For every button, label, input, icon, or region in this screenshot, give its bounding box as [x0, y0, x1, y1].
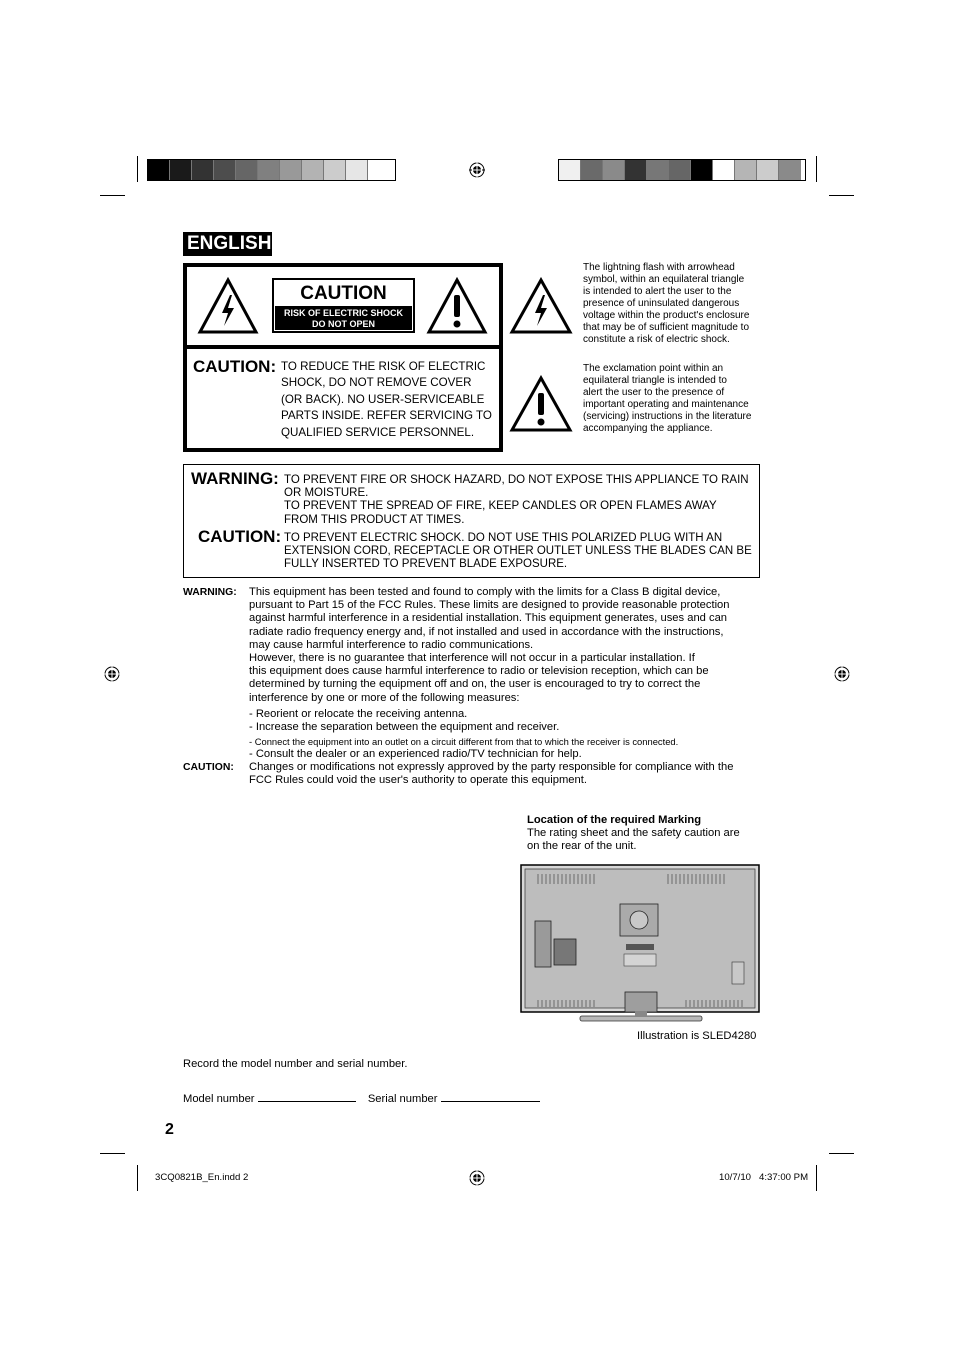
color-swatch — [713, 160, 735, 180]
caution-label — [272, 278, 415, 333]
record-fields — [183, 1091, 540, 1105]
marking-heading: Location of the required Marking — [527, 814, 702, 826]
fcc-line: this equipment does cause harmful interference to radio or television reception, which can be — [249, 665, 709, 678]
color-swatch — [346, 160, 368, 180]
warning-line: TO PREVENT FIRE OR SHOCK HAZARD, DO NOT EXPOSE THIS APPLIANCE TO RAIN — [284, 474, 749, 486]
lightning-symbol-note — [583, 262, 763, 346]
caution-box — [183, 263, 503, 452]
fcc-warning-text — [249, 586, 761, 705]
note-line: (servicing) instructions in the literature — [583, 411, 752, 422]
exclamation-symbol-note — [583, 363, 763, 435]
crop-mark — [816, 156, 817, 182]
color-swatch — [368, 160, 390, 180]
lightning-warning-icon — [509, 277, 573, 335]
tv-rear-illustration — [520, 864, 760, 1026]
serial-number-field[interactable] — [441, 1091, 540, 1102]
note-line: that may be of sufficient magnitude to — [583, 322, 750, 333]
fcc-line: However, there is no guarantee that interference will not occur in a particular installation. If — [249, 652, 695, 665]
color-swatch — [258, 160, 280, 180]
fcc-line: Changes or modifications not expressly approved by the party responsible for compliance with the — [249, 761, 734, 773]
crop-mark — [829, 1153, 854, 1154]
color-swatch — [280, 160, 302, 180]
fcc-caution-label: CAUTION: — [183, 762, 234, 773]
crop-mark — [829, 195, 854, 196]
caution-line: EXTENSION CORD, RECEPTACLE OR OTHER OUTLET UNLESS THE BLADES CAN BE — [284, 545, 752, 558]
caution-box-header — [187, 267, 499, 349]
note-line: symbol, within an equilateral triangle — [583, 274, 745, 285]
color-swatch — [214, 160, 236, 180]
warning-line: FROM THIS PRODUCT AT TIMES. — [284, 513, 465, 526]
color-swatch — [324, 160, 346, 180]
caution-heading: CAUTION: — [198, 527, 282, 546]
list-item: - Connect the equipment into an outlet on a circuit different from that to which the receiver is connected. — [249, 735, 679, 747]
color-swatch — [625, 160, 647, 180]
color-swatch — [559, 160, 581, 180]
registration-mark-icon — [469, 162, 485, 178]
fcc-line: radiate radio frequency energy and, if not installed and used in accordance with the instructions, — [249, 625, 724, 638]
color-swatch — [647, 160, 669, 180]
color-swatch — [603, 160, 625, 180]
note-line: important operating and maintenance — [583, 399, 749, 410]
marking-line: on the rear of the unit. — [527, 840, 637, 852]
fcc-line: This equipment has been tested and found to comply with the limits for a Class B digital device, — [249, 586, 721, 598]
crop-mark — [816, 1165, 817, 1191]
record-instruction: Record the model number and serial number. — [183, 1058, 408, 1070]
registration-mark-icon — [469, 1170, 485, 1186]
registration-mark-icon — [104, 666, 120, 682]
exclamation-warning-icon — [426, 277, 488, 335]
list-item: - Increase the separation between the equipment and receiver. — [249, 721, 560, 734]
caution-line: (OR BACK). NO USER-SERVICEABLE — [281, 392, 485, 406]
page-number: 2 — [165, 1121, 174, 1138]
crop-mark — [137, 1165, 138, 1191]
color-swatch — [236, 160, 258, 180]
slug-file: 3CQ0821B_En.indd 2 — [155, 1172, 249, 1183]
caution-heading: CAUTION: — [193, 357, 277, 376]
fcc-line: FCC Rules could void the user's authority to operate this equipment. — [249, 774, 587, 787]
warning-line: OR MOISTURE. — [284, 487, 369, 500]
crop-mark — [100, 1153, 125, 1154]
caution-label-title: CAUTION — [300, 283, 387, 304]
note-line: The exclamation point within an — [583, 363, 724, 374]
fcc-line: pursuant to Part 15 of the FCC Rules. These limits are designed to provide reasonable protection — [249, 599, 730, 612]
caution-line: TO PREVENT ELECTRIC SHOCK. DO NOT USE THIS POLARIZED PLUG WITH AN — [284, 532, 723, 544]
caution-line: SHOCK, DO NOT REMOVE COVER — [281, 376, 472, 390]
caution-line: TO REDUCE THE RISK OF ELECTRIC — [281, 360, 486, 373]
color-swatch — [779, 160, 801, 180]
note-line: constitute a risk of electric shock. — [583, 334, 730, 345]
note-line: is intended to alert the user to the — [583, 286, 732, 297]
slug-date: 10/7/10 4:37:00 PM — [719, 1172, 809, 1183]
list-item: - Consult the dealer or an experienced radio/TV technician for help. — [249, 748, 582, 761]
marking-line: The rating sheet and the safety caution are — [527, 827, 740, 839]
color-swatch — [302, 160, 324, 180]
color-bar-right — [558, 159, 806, 181]
note-line: equilateral triangle is intended to — [583, 375, 727, 386]
warning-heading: WARNING: — [191, 469, 279, 488]
caution-body — [281, 359, 496, 441]
language-tag: ENGLISH — [183, 232, 272, 256]
list-item: - Reorient or relocate the receiving antenna. — [249, 708, 468, 720]
color-swatch — [757, 160, 779, 180]
warning-line: TO PREVENT THE SPREAD OF FIRE, KEEP CANDLES OR OPEN FLAMES AWAY — [284, 500, 717, 513]
color-swatch — [148, 160, 170, 180]
caution-text — [284, 532, 756, 572]
color-swatch — [691, 160, 713, 180]
fcc-line: determined by turning the equipment off and on, the user is encouraged to try to correct the — [249, 678, 701, 691]
warning-text — [284, 474, 756, 527]
caution-line: FULLY INSERTED TO PREVENT BLADE EXPOSURE. — [284, 558, 568, 571]
model-number-label: Model number — [183, 1093, 255, 1105]
color-swatch — [669, 160, 691, 180]
marking-location — [527, 814, 757, 853]
fcc-caution-text — [249, 761, 761, 787]
color-bar-left — [147, 159, 396, 181]
caution-label-line: RISK OF ELECTRIC SHOCK — [283, 308, 403, 318]
serial-number-label: Serial number — [367, 1093, 438, 1105]
lightning-warning-icon — [197, 277, 259, 335]
note-line: presence of uninsulated dangerous — [583, 298, 740, 309]
note-line: alert the user to the presence of — [583, 387, 725, 398]
caution-label-strip — [275, 306, 412, 330]
model-number-field[interactable] — [258, 1091, 356, 1102]
caution-line: QUALIFIED SERVICE PERSONNEL. — [281, 425, 475, 439]
fcc-line: interference by one or more of the following measures: — [249, 691, 520, 704]
note-line: voltage within the product's enclosure — [583, 310, 750, 321]
crop-mark — [100, 195, 125, 196]
note-line: The lightning flash with arrowhead — [583, 262, 735, 273]
fcc-line: against harmful interference in a residential installation. This equipment generates, uses and can — [249, 612, 728, 625]
registration-mark-icon — [834, 666, 850, 682]
color-swatch — [170, 160, 192, 180]
caution-line: PARTS INSIDE. REFER SERVICING TO — [281, 409, 492, 423]
note-line: accompanying the appliance. — [583, 423, 713, 434]
illustration-caption: Illustration is SLED4280 — [637, 1030, 757, 1042]
fcc-warning-label: WARNING: — [183, 587, 237, 598]
color-swatch — [192, 160, 214, 180]
color-swatch — [735, 160, 757, 180]
fcc-measures-list — [249, 708, 769, 762]
color-swatch — [581, 160, 603, 180]
warning-box — [183, 464, 760, 578]
caution-label-line: DO NOT OPEN — [311, 319, 375, 329]
fcc-line: may cause harmful interference to radio communications. — [249, 638, 534, 651]
exclamation-warning-icon — [509, 375, 573, 433]
crop-mark — [137, 156, 138, 182]
